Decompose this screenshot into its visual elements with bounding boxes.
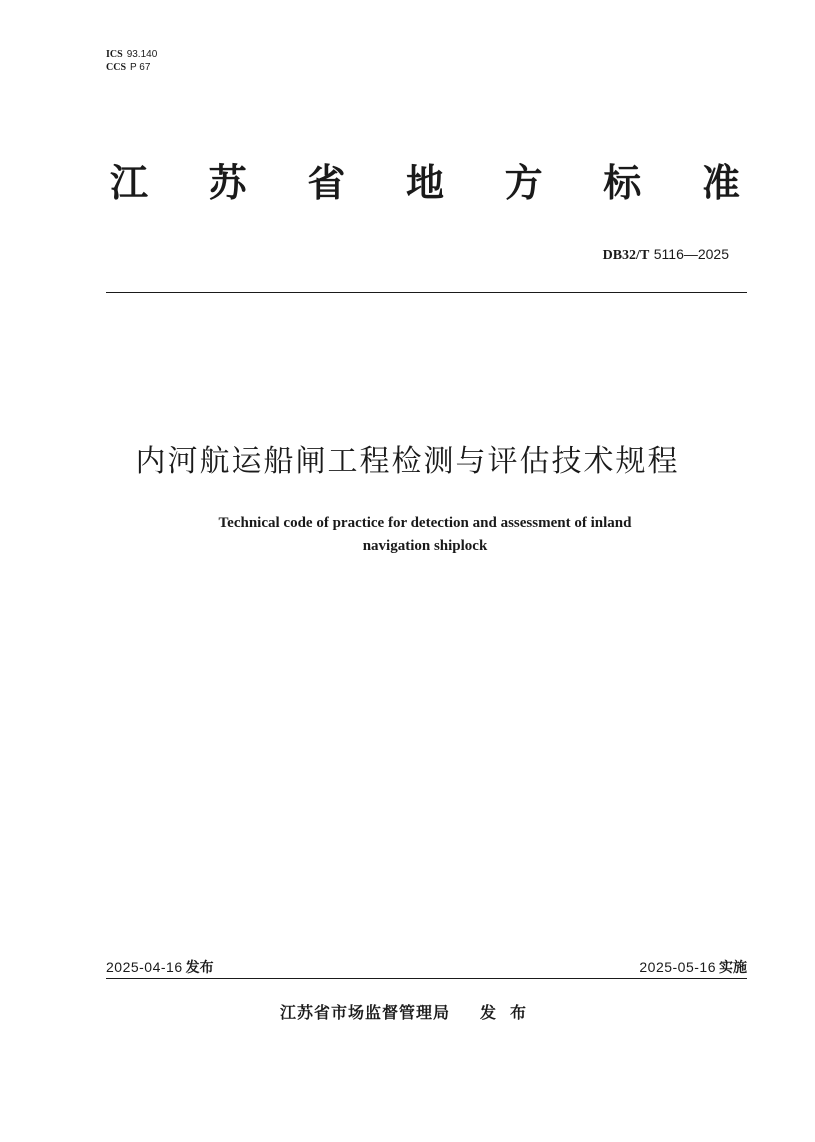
ics-code [106,48,157,61]
standard-type-char: 省 [307,161,346,205]
standard-type-char: 苏 [208,161,247,205]
english-title [0,512,815,558]
ics-value: 93.140 [126,49,158,60]
classification-codes [106,48,157,74]
bottom-divider [106,978,747,979]
publish-date [106,957,214,978]
chinese-title: 内河航运船闸工程检测与评估技术规程 [135,444,680,479]
standard-type-char: 江 [110,161,149,205]
issuer-action: 发布 [480,1003,541,1022]
standard-type-char: 标 [603,161,642,205]
standard-type-char: 方 [504,161,543,205]
english-title-line-2: navigation shiplock [362,538,488,554]
standard-type-heading [110,158,740,208]
publish-date-value: 2025-04-16 [106,959,183,975]
standard-type-char: 地 [405,161,444,205]
ccs-code [106,61,157,74]
standard-number [603,246,729,264]
ccs-value: P 67 [130,62,151,73]
implement-date-value: 2025-05-16 [639,959,716,975]
issuer-name: 江苏省市场监督管理局 [280,1003,451,1022]
issuing-authority [280,1001,540,1025]
publish-date-label: 发布 [185,960,214,976]
top-divider [106,292,747,293]
implement-date [639,957,747,978]
ccs-label: CCS [106,62,127,73]
standard-type-char: 准 [701,161,740,205]
english-title-line-1: Technical code of practice for detection and assessment of inland [218,515,632,531]
implement-date-label: 实施 [719,960,747,976]
ics-label: ICS [106,49,123,60]
standard-number-value: 5116—2025 [653,246,729,262]
standard-number-prefix: DB32/T [602,248,650,263]
